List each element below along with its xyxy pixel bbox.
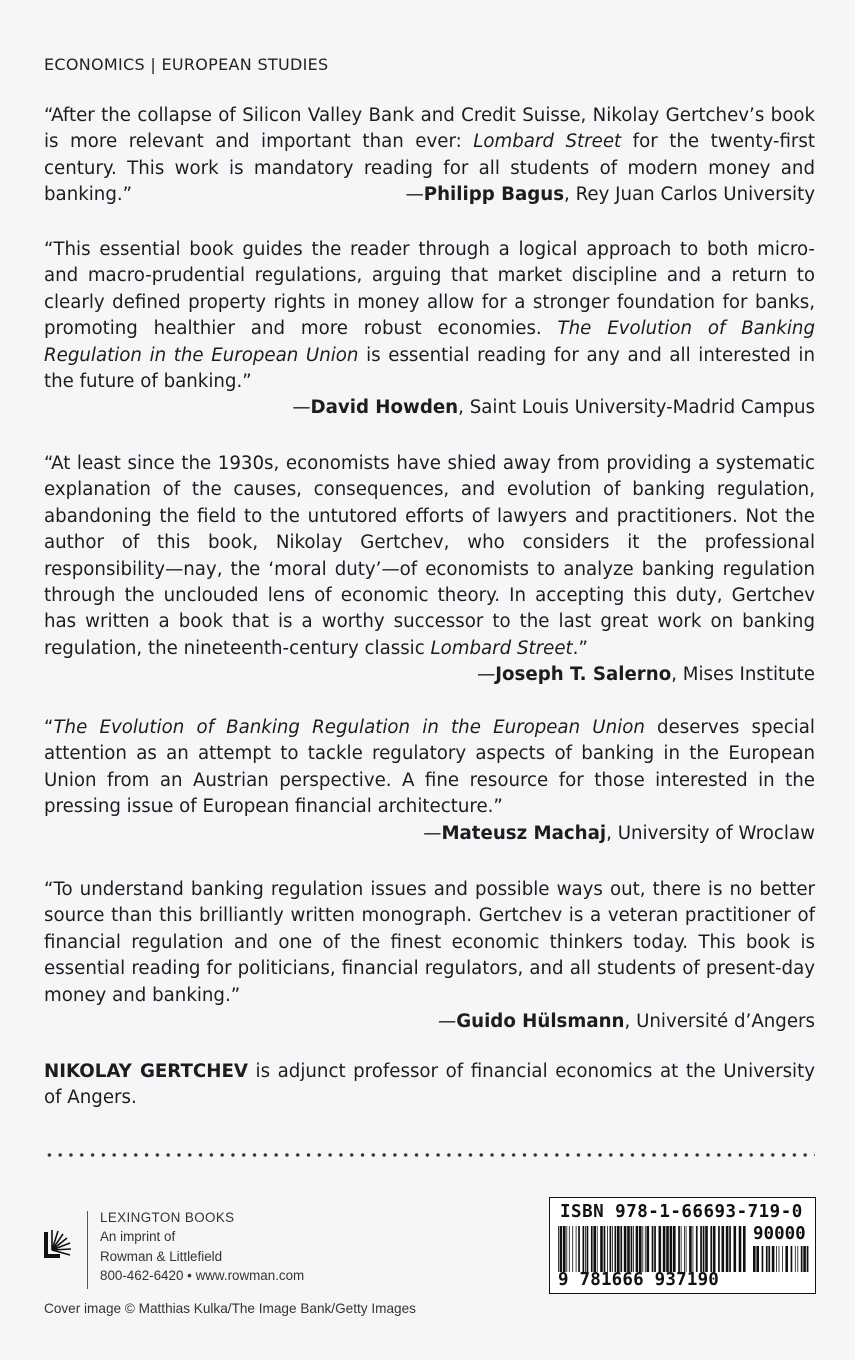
endorser-name: Mateusz Machaj (441, 822, 607, 844)
imprint-line: An imprint of (100, 1229, 176, 1245)
category-label: ECONOMICS | EUROPEAN STUDIES (44, 55, 329, 74)
author-bio (44, 1059, 815, 1112)
publisher-info (100, 1208, 304, 1286)
barcode-bar (563, 1226, 566, 1272)
quote-attribution: —Mateusz Machaj, University of Wroclaw (423, 822, 815, 844)
quote-text: “At least since the 1930s, economists have shied away from providing a systematic explanation of the causes, consequences, and evolution of banking regulation, abandoning the field to the untutored efforts of lawyers and practitioners. Not the author of this book, Nikolay Gertchev, who considers it the professional responsibility—nay, the ‘moral duty’—of economists to analyze banking regulation through the unclouded lens of economic theory. In accepting this duty, Gertchev has written a book that is a worthy successor to the last great work on banking regulation, the nineteenth-century classic (44, 453, 815, 659)
endorser-name: Guido Hülsmann (456, 1011, 625, 1033)
endorser-name: David Howden (310, 397, 459, 419)
barcode-bar (631, 1226, 633, 1272)
quote-text: “This essential book guides the reader through a logical approach to both micro- and macro-prudential regulations, arguing that market discipline and a return to clearly defined property rights in money allow for a stronger foundation for banks, promoting healthier and more robust economies. (44, 239, 815, 340)
barcode-bar (801, 1246, 803, 1272)
barcode-bar (710, 1226, 712, 1272)
barcode-bar (795, 1246, 796, 1272)
barcode-bar (663, 1226, 666, 1272)
barcode-bar (772, 1246, 775, 1272)
barcode-bar (753, 1246, 756, 1272)
barcode-bar (670, 1226, 673, 1272)
barcode-bar (693, 1226, 694, 1272)
barcode-bar (642, 1226, 643, 1272)
barcode-bar (756, 1246, 759, 1272)
publisher-website[interactable]: www.rowman.com (195, 1268, 305, 1284)
blurb-bagus (44, 103, 815, 209)
barcode-bar (624, 1226, 627, 1272)
isbn-barcode (549, 1197, 816, 1294)
quote-attribution: —Joseph T. Salerno, Mises Institute (477, 664, 815, 686)
barcode-bar (722, 1226, 725, 1272)
imprint-parent: Rowman & Littlefield (100, 1248, 223, 1264)
barcode-bar (569, 1226, 570, 1272)
blurb-salerno (44, 451, 815, 689)
barcode-bar (776, 1246, 777, 1272)
barcode-bar (612, 1226, 613, 1272)
barcode-bar (578, 1226, 580, 1272)
barcode-bar (689, 1226, 692, 1272)
barcode-bar (633, 1226, 634, 1272)
barcode-bar (696, 1226, 698, 1272)
barcode-bar (726, 1226, 729, 1272)
barcode-bar (647, 1226, 650, 1272)
quote-text: for the twenty-first century. This work is mandatory reading for all students of modern money and banking.” (44, 131, 816, 206)
author-name: NIKOLAY GERTCHEV (44, 1061, 248, 1082)
dotted-divider (44, 1152, 815, 1158)
barcode-bar (703, 1226, 705, 1272)
barcode-bar (639, 1226, 642, 1272)
ean-digits: 9 781666 937190 (558, 1270, 720, 1290)
publisher-block (44, 1208, 384, 1288)
endorser-affiliation: , Rey Juan Carlos University (564, 184, 815, 206)
barcode-bar (768, 1246, 770, 1272)
barcode-bar (666, 1226, 669, 1272)
barcode-bar (807, 1246, 809, 1272)
barcode-bar (739, 1226, 742, 1272)
endorser-affiliation: , Saint Louis University-Madrid Campus (458, 397, 815, 419)
quote-text: “To understand banking regulation issues and possible ways out, there is no better source than this brilliantly written monograph. Gertchev is a veteran practitioner of financial regulation and one of the finest economic thinkers today. This book is essential reading for politicians, financial regulators, and all students of present-day money and banking.” (44, 879, 815, 1006)
barcode-bar (585, 1226, 586, 1272)
blurb-machaj (44, 715, 815, 847)
barcode-bar (604, 1226, 606, 1272)
barcode-bar (645, 1226, 646, 1272)
quote-text: “ (44, 717, 54, 738)
endorser-affiliation: , Université d’Angers (624, 1011, 815, 1033)
separator-bullet: • (187, 1268, 192, 1284)
barcode-bar (762, 1246, 764, 1272)
publisher-contact (100, 1266, 304, 1285)
barcode-bar (686, 1226, 687, 1272)
endorser-name: Philipp Bagus (423, 184, 565, 206)
barcode-bar (734, 1226, 737, 1272)
barcode-bar (566, 1226, 567, 1272)
barcode-bar (607, 1226, 608, 1272)
price-code: 90000 (753, 1224, 806, 1244)
endorser-name: Joseph T. Salerno (495, 664, 672, 686)
barcode-bar (779, 1246, 780, 1272)
barcode-bar (583, 1226, 585, 1272)
barcode-bar (576, 1226, 577, 1272)
blurb-howden (44, 237, 815, 422)
quote-italic-title: The Evolution of Banking Regulation in the European Union (53, 717, 645, 738)
isbn-number: ISBN 978-1-66693-719-0 (560, 1202, 803, 1222)
barcode-bar (791, 1246, 793, 1272)
barcode-bar (560, 1226, 563, 1272)
barcode-bar (572, 1226, 573, 1272)
quote-text: is essential reading for any and all interested in the future of banking.” (44, 344, 815, 393)
quote-italic-title: The Evolution of Banking Regulation in the European Union (44, 318, 816, 366)
barcode-bar (558, 1226, 559, 1272)
barcode-bar (620, 1226, 622, 1272)
endorser-affiliation: , Mises Institute (671, 664, 815, 686)
endorser-affiliation: , University of Wroclaw (606, 822, 815, 844)
cover-image-credit: Cover image © Matthias Kulka/The Image Bank/Getty Images (44, 1301, 416, 1316)
barcode-bar (785, 1246, 788, 1272)
quote-text: “After the collapse of Silicon Valley Bank and Credit Suisse, Nikolay Gertchev’s book is more relevant and important than ever: (44, 105, 815, 153)
barcode-bar (684, 1226, 685, 1272)
barcode-bar (782, 1246, 783, 1272)
quote-attribution: —Guido Hülsmann, Université d’Angers (438, 1011, 815, 1033)
quote-attribution: —Philipp Bagus, Rey Juan Carlos University (405, 184, 815, 206)
barcode-bar (681, 1226, 682, 1272)
barcode-bar (597, 1226, 598, 1272)
barcode-bar (743, 1226, 746, 1272)
barcode-bar (617, 1226, 620, 1272)
barcode-bar (803, 1246, 806, 1272)
quote-text: .” (572, 637, 588, 659)
barcode-bar (615, 1226, 617, 1272)
barcode-bar (766, 1246, 768, 1272)
quote-attribution: —David Howden, Saint Louis University-Madrid Campus (292, 397, 815, 419)
barcode-bar (610, 1226, 612, 1272)
barcode-bar (700, 1226, 702, 1272)
quote-italic-title: Lombard Street (473, 131, 622, 153)
barcode-bar (587, 1226, 589, 1272)
barcode-bar (673, 1226, 676, 1272)
publisher-divider (87, 1211, 88, 1289)
barcode-bar (797, 1246, 798, 1272)
barcode-bar (678, 1226, 680, 1272)
barcode-bar (600, 1226, 603, 1272)
barcode-bar (652, 1226, 654, 1272)
quote-italic-title: Lombard Street (430, 637, 573, 659)
publisher-name: LEXINGTON BOOKS (100, 1210, 235, 1225)
barcode-bar (627, 1226, 630, 1272)
barcode-bar (659, 1226, 662, 1272)
barcode-bar (713, 1226, 716, 1272)
blurb-hulsmann (44, 877, 815, 1035)
barcode-bar (593, 1226, 596, 1272)
barcode-bar (729, 1226, 731, 1272)
ean-barcode-icon (558, 1226, 748, 1272)
barcode-bar (654, 1226, 656, 1272)
lexington-sunburst-icon (44, 1222, 74, 1262)
barcode-bar (591, 1226, 593, 1272)
quote-text: deserves special attention as an attempt to tackle regulatory aspects of banking in the European Union from an Austrian perspective. A fine resource for those interested in the pressing issue of European financial architecture.” (44, 717, 815, 818)
barcode-bar (718, 1226, 720, 1272)
price-barcode-icon (753, 1246, 809, 1272)
barcode-bar (705, 1226, 708, 1272)
author-bio-text: is adjunct professor of financial economics at the University of Angers. (44, 1061, 815, 1109)
publisher-phone: 800-462-6420 (100, 1268, 184, 1284)
barcode-bar (636, 1226, 639, 1272)
